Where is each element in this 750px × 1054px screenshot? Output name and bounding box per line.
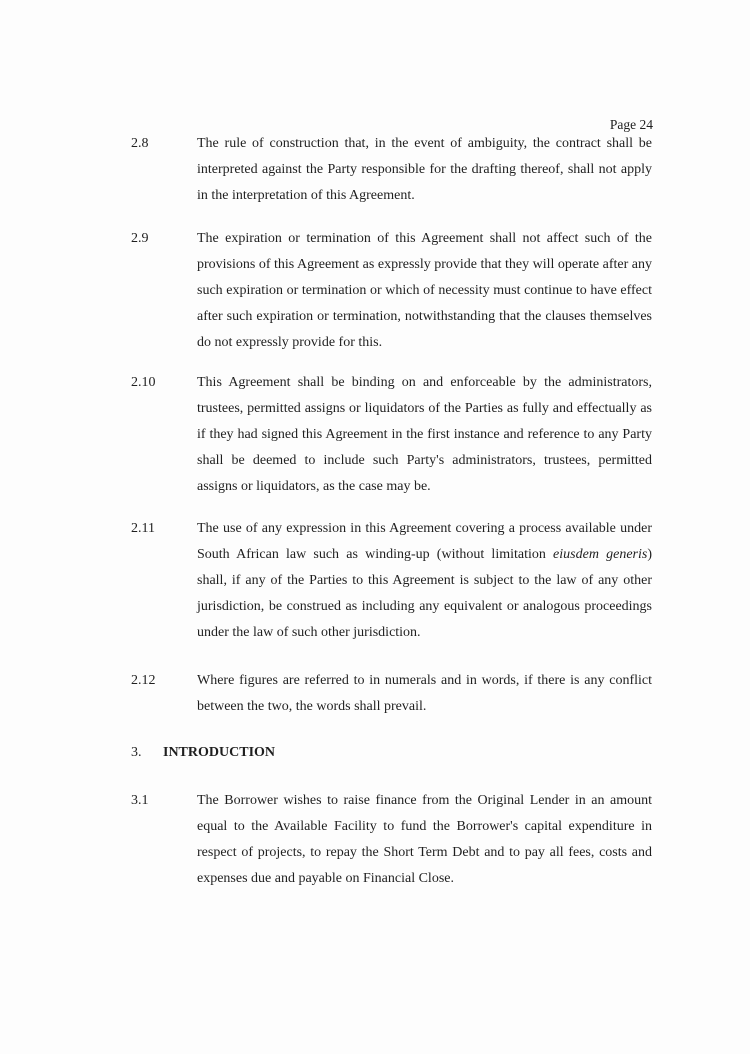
latin-term: eiusdem generis	[553, 547, 648, 562]
clause-text-part: The use of any expression in this Agreement covering a process available under South African law such as winding-up (without limitation	[197, 521, 652, 562]
clause-text: The rule of construction that, in the event of ambiguity, the contract shall be interpreted against the Party responsible for the drafting thereof, shall not apply in the interpretation of this Agreement.	[197, 136, 652, 203]
section-heading	[131, 740, 275, 766]
clause-text-part: ) shall, if any of the Parties to this Agreement is subject to the law of any other jurisdiction, be construed as including any equivalent or analogous proceedings under the law of such other jurisdiction.	[197, 547, 652, 640]
section-title: INTRODUCTION	[163, 745, 276, 760]
clause-text: This Agreement shall be binding on and enforceable by the administrators, trustees, permitted assigns or liquidators of the Parties as fully and effectually as if they had signed this Agreement in the first instance and reference to any Party shall be deemed to include such Party's administrators, trustees, permitted assigns or liquidators, as the case may be.	[197, 375, 652, 494]
section-number: 3.	[131, 745, 142, 760]
clause-text: The Borrower wishes to raise finance from the Original Lender in an amount equal to the Available Facility to fund the Borrower's capital expenditure in respect of projects, to repay the Short Term Debt and to pay all fees, costs and expenses due and payable on Financial Close.	[197, 793, 652, 886]
clause-number: 2.9	[131, 231, 149, 246]
clause-text: The expiration or termination of this Agreement shall not affect such of the provisions of this Agreement as expressly provide that they will operate after any such expiration or termination or which of necessity must continue to have effect after such expiration or termination, notwithstanding that the clauses themselves do not expressly provide for this.	[197, 231, 652, 350]
clause-number: 2.10	[131, 375, 156, 390]
clause-number: 2.12	[131, 673, 156, 688]
clause-text: Where figures are referred to in numerals and in words, if there is any conflict between the two, the words shall prevail.	[197, 673, 652, 714]
clause-number: 2.8	[131, 136, 149, 151]
page-number: Page 24	[609, 117, 653, 132]
clause-number: 2.11	[131, 521, 155, 536]
clause-number: 3.1	[131, 793, 149, 808]
clause-text	[197, 516, 652, 646]
